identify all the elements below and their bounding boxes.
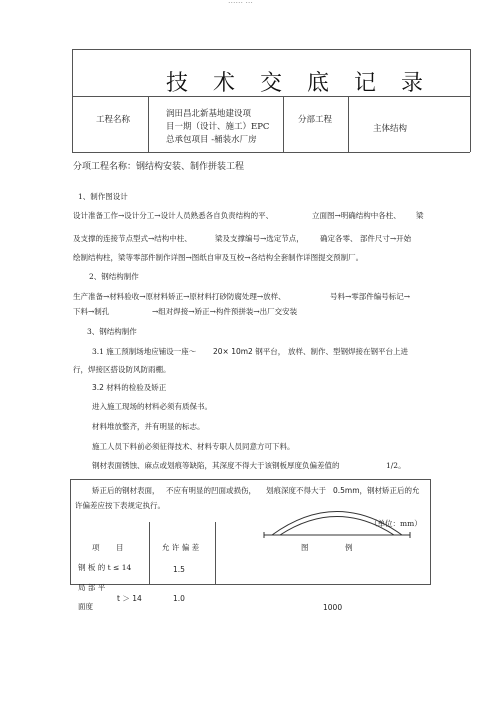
section-heading: 3、钢结构制作 <box>87 327 137 336</box>
paragraph-line: 3.1 施工预制场地应铺设一座～ <box>92 347 197 356</box>
row-value: 1.5 <box>173 565 185 574</box>
box-text: 0.5mm，钢材矫正后的允 <box>333 486 420 495</box>
paragraph-line: 材料堆放整齐，并有明显的标志。 <box>92 422 205 431</box>
box-border-right <box>430 479 431 584</box>
unit-note: （单位：mm） <box>370 519 422 528</box>
subitem-name: 分项工程名称：钢结构安装、制作拼装工程 <box>73 162 245 172</box>
row-value: 1.0 <box>173 594 185 603</box>
section-heading: 1、制作图设计 <box>78 192 128 201</box>
box-text: 划痕深度不得大于 <box>266 486 326 495</box>
row-item: 局 部 平 <box>78 583 106 592</box>
column-header-allowance: 允 许 偏 差 <box>162 543 200 552</box>
paragraph-line: 设计准备工作→设计分工→设计人员熟悉各自负责结构的平、 <box>73 211 274 220</box>
row-item: 钢 板 的 t ≤ 14 <box>78 563 132 572</box>
table-col-divider-3 <box>348 96 349 152</box>
paragraph-line: 及支撑的连接节点型式→结构中柱、 <box>73 234 192 243</box>
paragraph-line: →组对焊接→矫正→构件预拼装→出厂交安装 <box>152 307 298 316</box>
paragraph-line: 放样、制作、型钢焊接在钢平台上进 <box>288 347 408 356</box>
sub-project-value: 主体结构 <box>373 124 408 134</box>
project-name-line-1: 润田昌北新基地建设项 <box>166 109 252 119</box>
row-condition: t ＞ 14 <box>117 594 142 603</box>
paragraph-line: 梁及支撑编号→选定节点， <box>215 234 304 243</box>
paragraph-line: 1/2。 <box>386 461 406 470</box>
table-col-divider <box>215 522 216 584</box>
paragraph-line: 号料→零部件编号标记→ <box>330 292 411 301</box>
column-header-figure-b: 例 <box>345 543 353 552</box>
sub-project-label: 分部工程 <box>298 115 333 125</box>
table-border-left <box>72 49 73 152</box>
page-top-fragment: …… … <box>228 0 253 5</box>
column-header-item-b: 目 <box>116 543 124 552</box>
table-border-top <box>72 49 470 50</box>
table-border-bottom <box>72 152 470 153</box>
box-border-left <box>70 479 71 584</box>
column-header-item-a: 项 <box>92 543 100 552</box>
paragraph-line: 绘制结构柱，梁等零部件制作详图→图纸自审及互校→各结构全套制作详图提交预制厂。 <box>73 253 364 262</box>
paragraph-line: 行，焊接区搭设防风防雨棚。 <box>73 365 171 374</box>
table-border-right <box>470 49 471 152</box>
project-name-line-2: 目一期（设计、施工）EPC <box>166 122 270 132</box>
section-heading: 2、钢结构制作 <box>89 272 139 281</box>
table-col-divider-1 <box>148 96 149 152</box>
table-col-divider-2 <box>283 96 284 152</box>
box-border-top <box>70 479 431 480</box>
box-text: 不应有明显的凹面或损伤， <box>166 486 256 495</box>
project-name-line-3: 总承包项目 -桶装水厂房 <box>166 135 257 145</box>
figure-dimension: 1000 <box>323 603 343 612</box>
box-text: 许偏差应按下表规定执行。 <box>75 501 165 510</box>
column-header-figure-a: 图 <box>301 543 309 552</box>
paragraph-line: 下料→制孔 <box>73 307 110 316</box>
row-item: 面度 <box>78 602 93 611</box>
table-row-divider <box>70 584 431 585</box>
paragraph-line: 梁 <box>416 211 424 220</box>
paragraph-line: 立面图→明确结构中各柱、 <box>312 211 401 220</box>
paragraph-line: 钢材表面锈蚀、麻点或划痕等缺陷，其深度不得大于该钢板厚度负偏差值的 <box>92 461 340 470</box>
paragraph-line: 进入施工现场的材料必须有质保书。 <box>92 402 212 411</box>
subsection-heading: 3.2 材料的检验及矫正 <box>92 383 167 392</box>
box-text: 矫正后的钢材表面， <box>92 486 160 495</box>
project-name-label: 工程名称 <box>96 115 131 125</box>
document-title: 技 术 交 底 记 录 <box>166 71 432 96</box>
paragraph-line: 施工人员下料前必须征得技术、材料专职人员同意方可下料。 <box>92 442 295 451</box>
paragraph-line: 确定各零、 部件尺寸→开始 <box>320 234 412 243</box>
table-col-divider <box>149 522 150 584</box>
paragraph-line: 生产准备→材料验收→原材料矫正→原材料打砂防腐处理→放样、 <box>73 292 286 301</box>
paragraph-line: 20× 10m2 钢平台， <box>213 347 286 356</box>
